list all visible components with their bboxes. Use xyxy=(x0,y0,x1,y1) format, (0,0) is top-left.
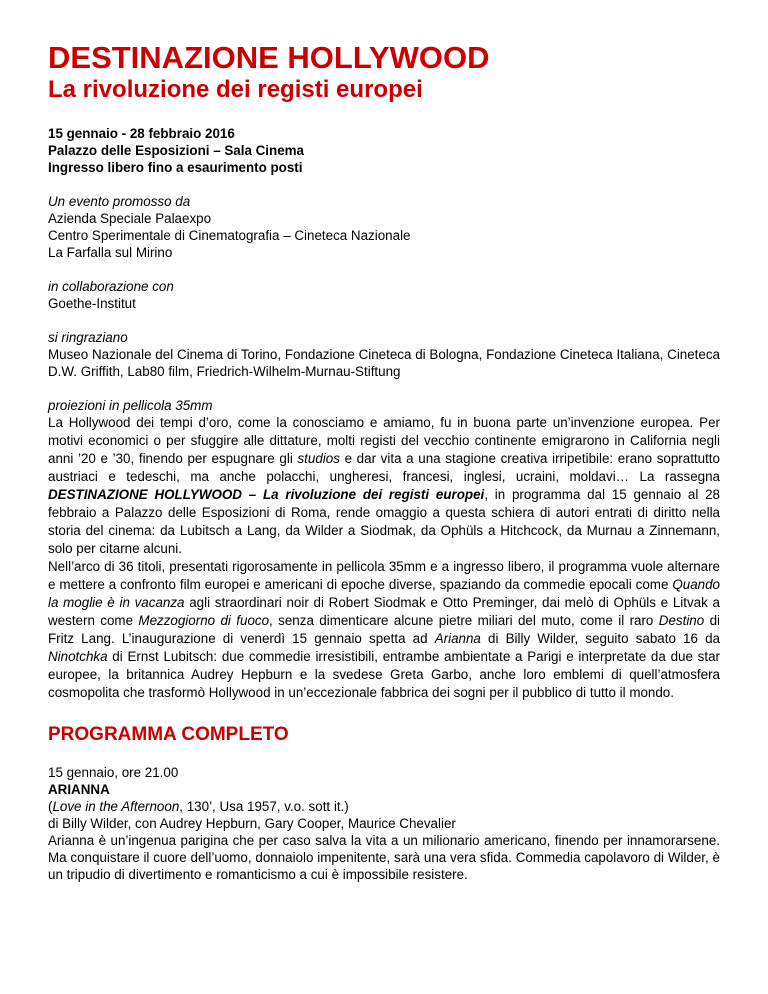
text-run: di Ernst Lubitsch: due commedie irresistibili, entrambe ambientate a Parigi e interpretate da due star europee, la britannica Audrey Hepburn e la svedese Greta Garbo, anche loro emblemi di quell’atmosfera cosmopolita che trasformò Hollywood in un’eccezionale fabbrica dei sogni per il pubblico di tutto il mondo. xyxy=(48,649,720,700)
film-title-inline: Arianna xyxy=(434,631,481,646)
text-run: di Billy Wilder, seguito sabato 16 da xyxy=(480,631,720,646)
page-subtitle: La rivoluzione dei registi europei xyxy=(48,76,423,103)
event-entry: Ingresso libero fino a esaurimento posti xyxy=(48,160,303,175)
projection-note: proiezioni in pellicola 35mm xyxy=(48,398,213,413)
intro-paragraph-1 xyxy=(48,414,720,558)
text-run: Nell’arco di 36 titoli, presentati rigorosamente in pellicola 35mm e a ingresso libero, il programma vuole alternare e mettere a confronto film europei e americani di epoche diverse, spaziando da commedie epocali come xyxy=(48,559,720,592)
film-title: ARIANNA xyxy=(48,782,110,797)
promoted-section xyxy=(48,193,720,261)
event-venue: Palazzo delle Esposizioni – Sala Cinema xyxy=(48,143,304,158)
film-credits: di Billy Wilder, con Audrey Hepburn, Gary Cooper, Maurice Chevalier xyxy=(48,816,456,831)
text-run: agli straordinari noir di Robert Siodmak e Otto Preminger, dai melò di Ophüls e Litvak a western come xyxy=(48,595,720,628)
page-title: DESTINAZIONE HOLLYWOOD xyxy=(48,40,490,75)
film-title-inline: Quando la moglie è in vacanza xyxy=(48,577,720,610)
original-title: Love in the Afternoon xyxy=(52,799,180,814)
promoted-label: Un evento promosso da xyxy=(48,194,191,209)
promoter-item: Azienda Speciale Palaexpo xyxy=(48,211,212,226)
event-info xyxy=(48,125,720,176)
emphasis-studios: studios xyxy=(297,451,340,466)
text-run: di Fritz Lang. L’inaugurazione di venerdì 15 gennaio spetta ad xyxy=(48,613,720,646)
thanks-section xyxy=(48,329,720,380)
film-details: , 130’, Usa 1957, v.o. sott it.) xyxy=(179,799,349,814)
collaborator-item: Goethe-Institut xyxy=(48,296,136,311)
text-run: ( xyxy=(48,799,53,814)
text-run: , senza dimenticare alcune pietre miliari del muto, come il raro xyxy=(269,613,659,628)
film-original-info xyxy=(48,798,720,815)
collaboration-section xyxy=(48,278,720,312)
promoter-item: Centro Sperimentale di Cinematografia – Cineteca Nazionale xyxy=(48,228,411,243)
film-synopsis: Arianna è un’ingenua parigina che per caso salva la vita a un milionario americano, finendo per innamorarsene. Ma conquistare il cuore dell’uomo, donnaiolo impenitente, sarà una vera sfida. Commedia capolavoro di Wilder, è un tripudio di divertimento e romanticismo a cui è impossibile resistere. xyxy=(48,833,720,882)
film-title-inline: Ninotchka xyxy=(48,649,108,664)
promoter-item: La Farfalla sul Mirino xyxy=(48,245,173,260)
event-dates: 15 gennaio - 28 febbraio 2016 xyxy=(48,126,235,141)
screening-datetime: 15 gennaio, ore 21.00 xyxy=(48,765,179,780)
program-entry xyxy=(48,764,720,883)
text-run: e dar vita a una stagione creativa irripetibile: erano soprattutto austriaci e tedeschi, ma anche polacchi, ungheresi, francesi, inglesi, ucraini, moldavi… La rassegna xyxy=(48,451,720,484)
film-title-inline: Mezzogiorno di fuoco xyxy=(138,613,270,628)
text-run: La Hollywood dei tempi d’oro, come la conosciamo e amiamo, fu in buona parte un’invenzione europea. Per motivi economici o per sfuggire alle dittature, molti registi del vecchio continente emigrarono in California negli anni ’20 e ’30, finendo per espugnare gli xyxy=(48,415,720,466)
festival-title-inline: DESTINAZIONE HOLLYWOOD – La rivoluzione dei registi europei xyxy=(48,487,485,502)
thanks-label: si ringraziano xyxy=(48,330,128,345)
collaboration-label: in collaborazione con xyxy=(48,279,174,294)
film-title-inline: Destino xyxy=(658,613,705,628)
intro-paragraph-2 xyxy=(48,558,720,702)
program-heading: PROGRAMMA COMPLETO xyxy=(48,724,289,745)
thanks-text: Museo Nazionale del Cinema di Torino, Fondazione Cineteca di Bologna, Fondazione Cineteca Italiana, Cineteca D.W. Griffith, Lab80 film, Friedrich-Wilhelm-Murnau-Stiftung xyxy=(48,347,720,379)
text-run: , in programma dal 15 gennaio al 28 febbraio a Palazzo delle Esposizioni di Roma, rende omaggio a questa schiera di autori entrati di diritto nella storia del cinema: da Lubitsch a Lang, da Wilder a Siodmak, da Ophüls a Hitchcock, da Murnau a Zinnemann, solo per citarne alcuni. xyxy=(48,487,720,556)
